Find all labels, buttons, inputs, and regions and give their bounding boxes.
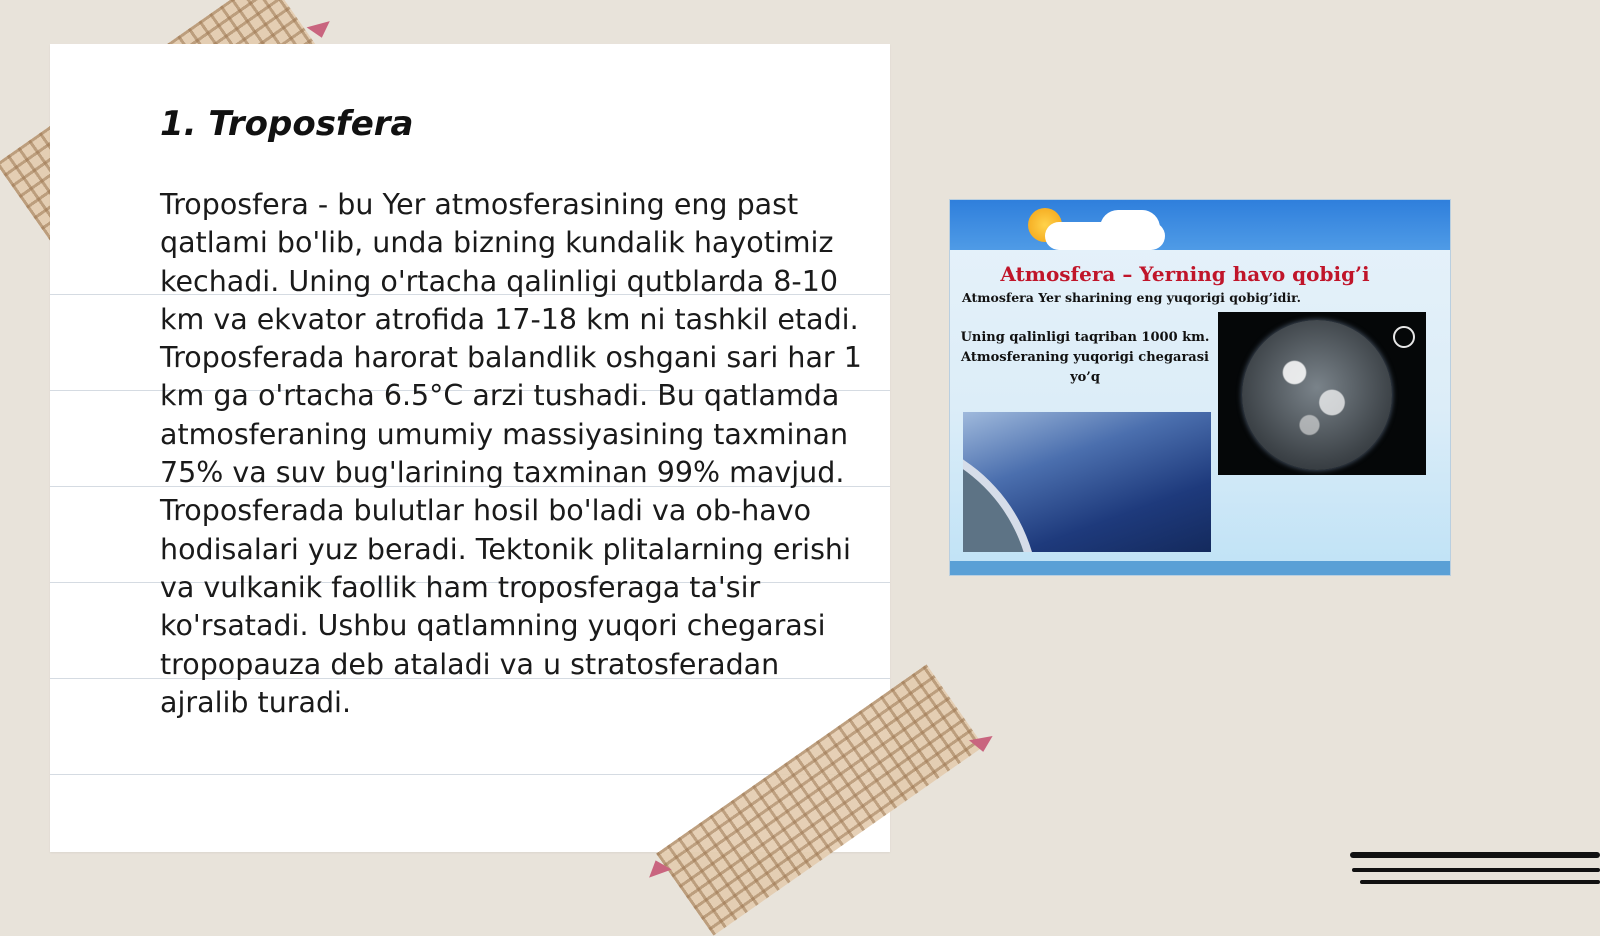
note-paper xyxy=(50,44,890,852)
pin-top-icon xyxy=(307,21,334,41)
figure-subtitle: Atmosfera Yer sharining eng yuqorigi qobig’idir. xyxy=(962,290,1301,305)
brush-stroke xyxy=(1360,880,1600,884)
figure-bottom-bar xyxy=(950,561,1450,575)
pin-bottom-left-icon xyxy=(644,856,671,877)
figure-title: Atmosfera – Yerning havo qobig’i xyxy=(1000,262,1370,286)
horizon-photo xyxy=(963,412,1211,552)
figure-caption: Uning qalinligi taqriban 1000 km. Atmosferaning yuqorigi chegarasi yo’q xyxy=(960,330,1210,385)
earth-limb xyxy=(963,432,1039,552)
earth-globe-icon xyxy=(1242,320,1392,470)
ring-icon xyxy=(1393,326,1415,348)
brush-stroke xyxy=(1350,852,1600,858)
slide-title: 1. Troposfera xyxy=(160,104,414,144)
earth-photo xyxy=(1218,312,1426,475)
pin-bottom-right-icon xyxy=(969,736,995,754)
cloud-icon xyxy=(1100,210,1160,246)
sky-banner xyxy=(950,200,1450,250)
slide-body-text: Troposfera - bu Yer atmosferasining eng past qatlami bo'lib, unda bizning kundalik hayotimiz kechadi. Uning o'rtacha qalinligi qutblarda 8-10 km va ekvator atrofida 17-18 km ni tashkil etadi. Troposferada harorat balandlik oshgani sari har 1 km ga o'rtacha 6.5°C arzi tushadi. Bu qatlamda atmosferaning umumiy massiyasining taxminan 75% va suv bug'larining taxminan 99% mavjud. Troposferada bulutlar hosil bo'ladi va ob-havo hodisalari yuz beradi. Tektonik plitalarning erishi va vulkanik faollik ham troposferaga ta'sir ko'rsatadi. Ushbu qatlamning yuqori chegarasi tropopauza deb ataladi va u stratosferadan ajralib turadi. xyxy=(160,188,862,719)
atmosphere-slide-image xyxy=(950,200,1450,575)
paper-rule xyxy=(50,774,890,775)
brush-stroke xyxy=(1352,868,1600,872)
